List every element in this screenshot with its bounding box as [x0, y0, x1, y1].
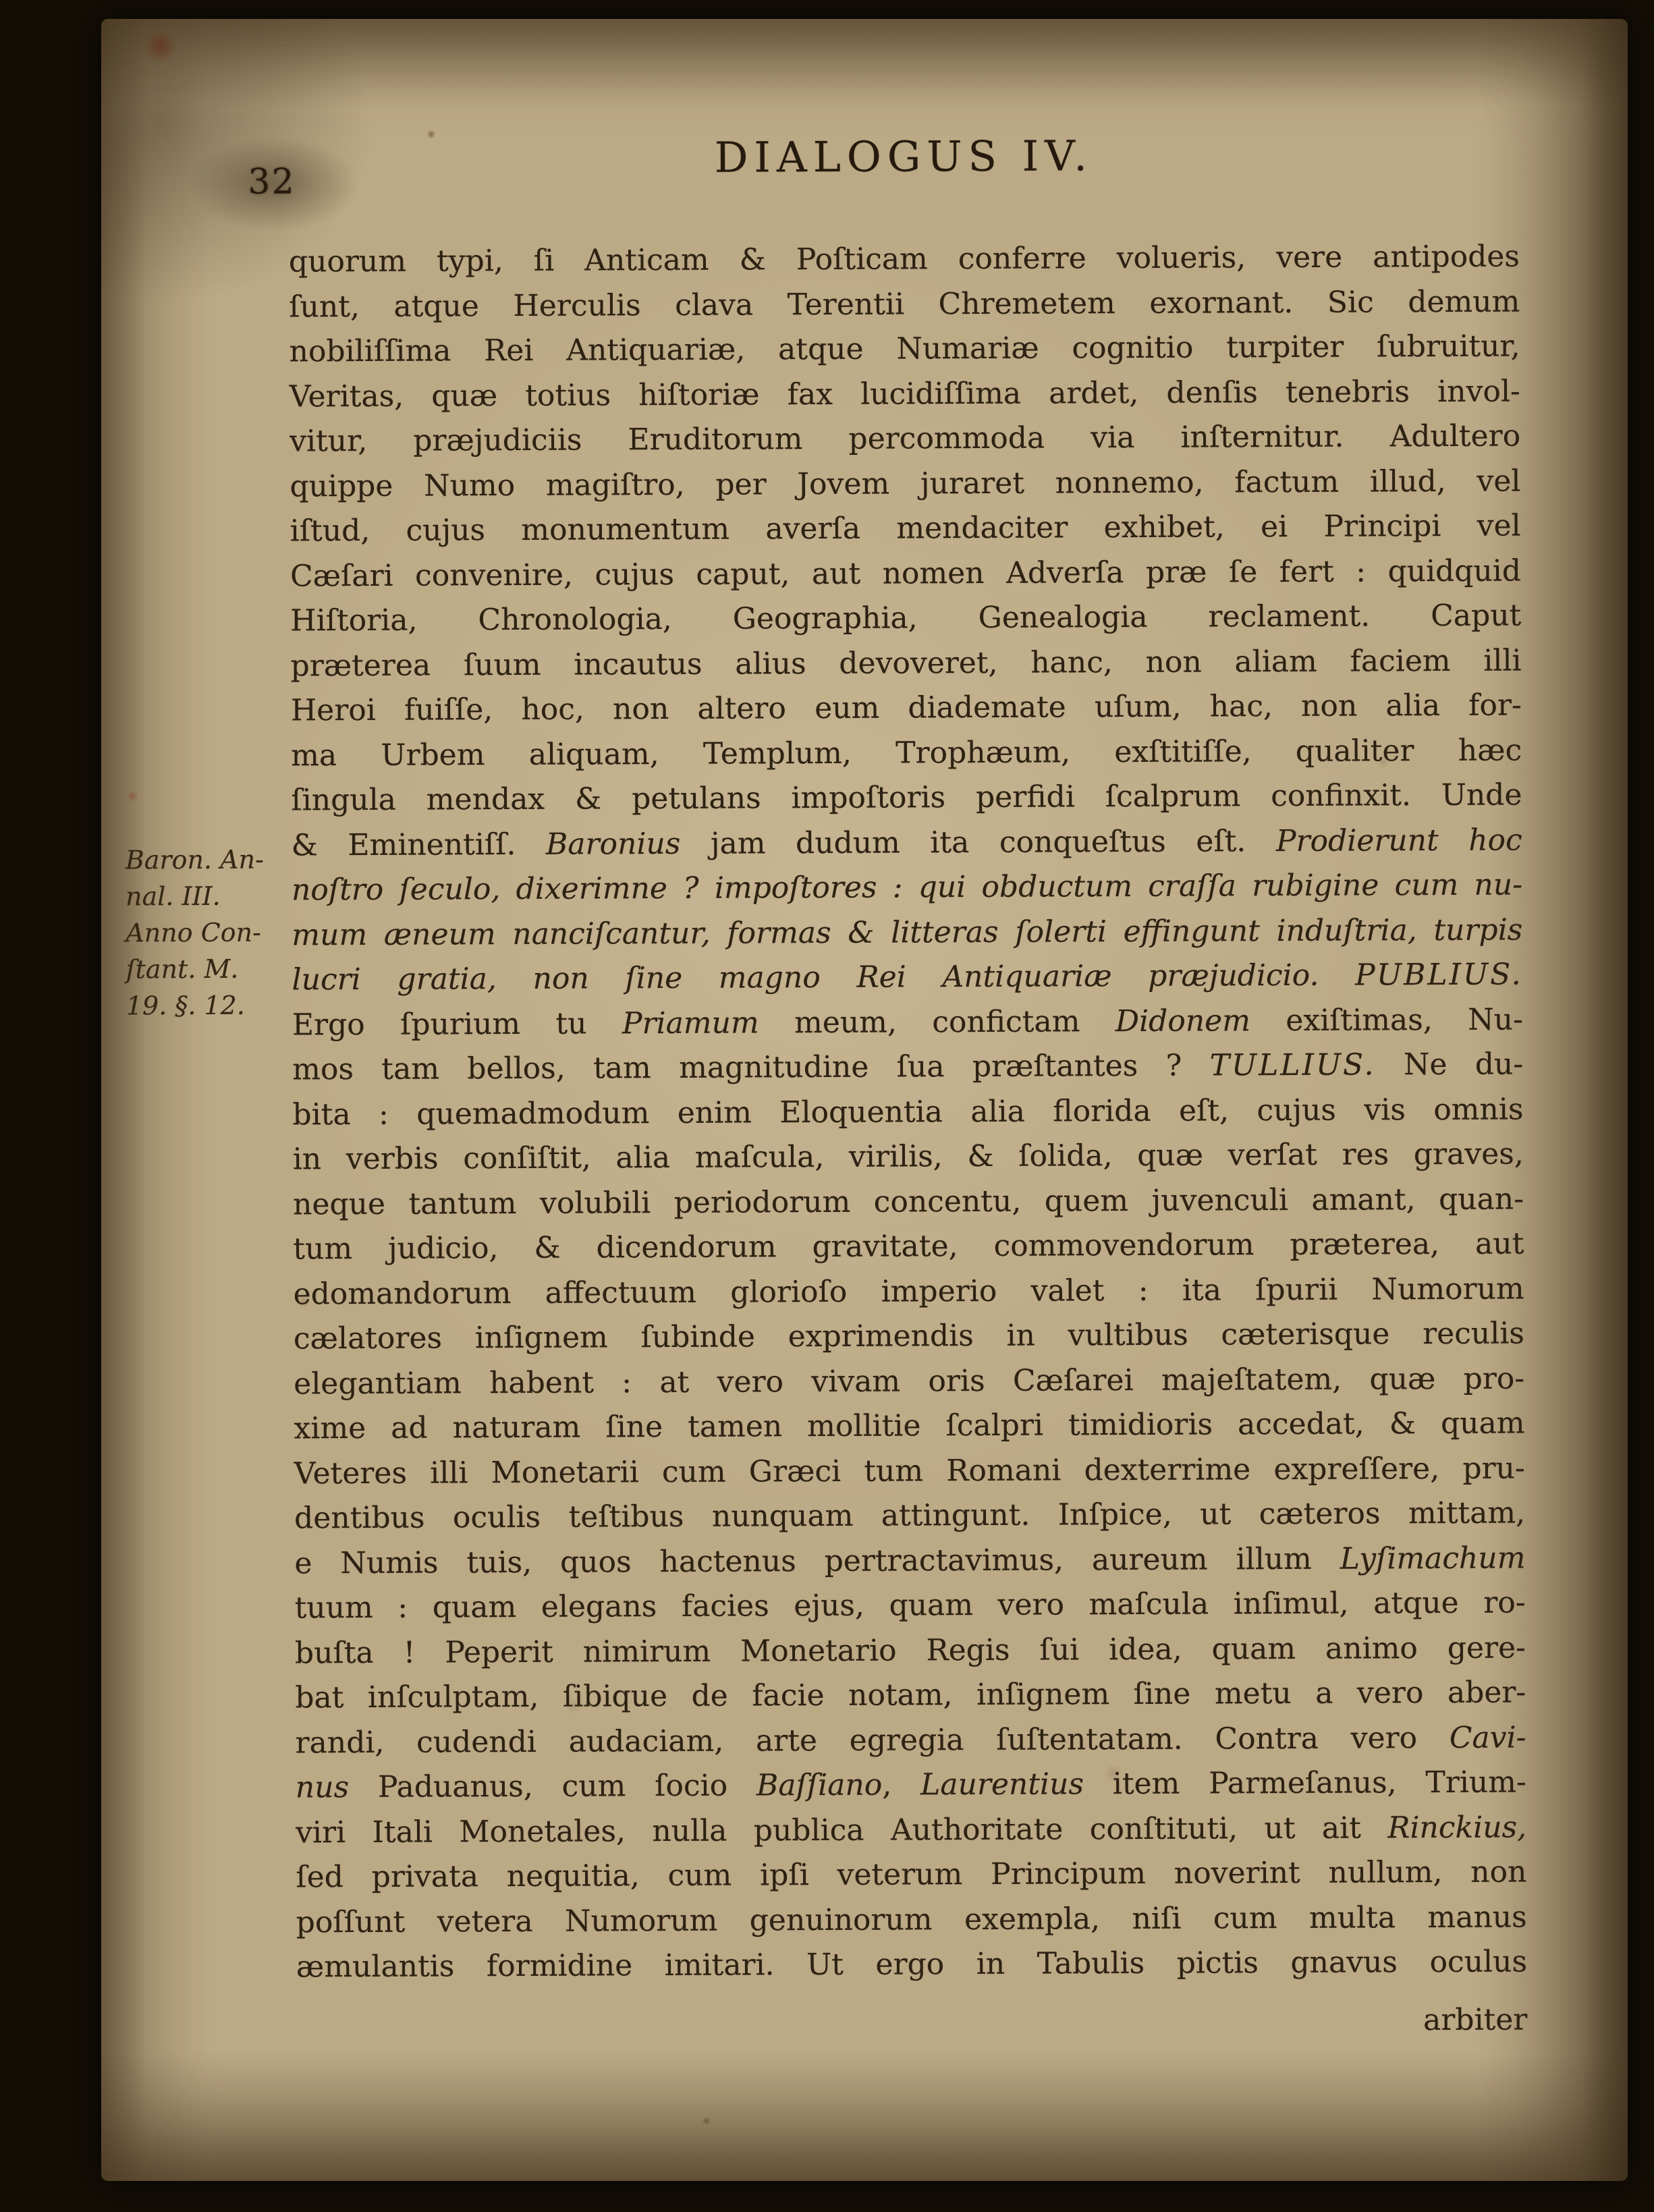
margin-note-line: 19. §. 12. — [126, 990, 245, 1021]
text-segment: & Eminentiſſ. — [291, 827, 547, 862]
text-line — [295, 1715, 1526, 1765]
text-segment: tuum : quam elegans facies ejus, quam vero maſcula inſimul, atque ro- — [294, 1585, 1526, 1626]
text-segment: e Numis tuis, quos hactenus pertractavimus, aureum illum — [294, 1541, 1340, 1580]
text-line — [291, 728, 1522, 778]
text-line — [296, 1850, 1526, 1900]
margin-note-line: ſtant. M. — [126, 953, 239, 985]
text-line — [292, 863, 1522, 913]
text-segment: nobiliſſima Rei Antiquariæ, atque Numariæ cognitio turpiter ſubruitur, — [289, 329, 1520, 369]
text-line — [289, 235, 1520, 285]
margin-note-line: nal. III. — [125, 881, 221, 912]
text-line — [290, 504, 1521, 554]
text-segment: item Parmeſanus, Trium- — [1083, 1765, 1526, 1802]
text-line — [292, 997, 1523, 1047]
running-header: DIALOGUS IV. — [714, 131, 1093, 182]
text-line — [294, 1267, 1524, 1317]
body-text — [289, 235, 1527, 1990]
text-segment: ſingula mendax & petulans impoſtoris perfidi ſcalprum confinxit. Unde — [291, 777, 1522, 818]
text-segment: æmulantis formidine imitari. Ut ergo in Tabulis pictis gnavus oculus — [296, 1944, 1528, 1985]
text-line — [294, 1536, 1525, 1586]
text-segment: edomandorum affectuum glorioſo imperio valet : ita ſpurii Numorum — [293, 1271, 1524, 1311]
text-line — [295, 1580, 1526, 1630]
page-number: 32 — [248, 161, 296, 202]
text-segment: jam dudum ita conqueſtus eſt. — [680, 823, 1277, 861]
text-line — [292, 1043, 1523, 1093]
text-segment: buſta ! Peperit nimirum Monetario Regis ſui idea, quam animo gere- — [294, 1630, 1526, 1670]
text-segment: xime ad naturam ſine tamen mollitie ſcalpri timidioris accedat, & quam — [294, 1406, 1525, 1446]
text-line — [296, 1895, 1527, 1945]
text-segment: Heroi fuiſſe, hoc, non altero eum diademate uſum, hac, non alia for- — [290, 688, 1522, 728]
text-segment: Cavi- — [1449, 1719, 1526, 1755]
text-segment: tum judicio, & dicendorum gravitate, commovendorum præterea, aut — [293, 1226, 1524, 1267]
text-line — [291, 773, 1522, 823]
text-segment: noſtro ſeculo, dixerimne ? impoſtores : qui obductum craſſa rubigine cum nu- — [291, 867, 1523, 908]
text-segment: Priamum — [622, 1005, 759, 1041]
text-segment: , — [882, 1767, 921, 1802]
text-line — [296, 1805, 1526, 1855]
text-line — [289, 325, 1520, 375]
text-segment: lucri gratia, non ſine magno Rei Antiquariæ præjudicio. — [292, 958, 1356, 997]
text-segment: Veteres illi Monetarii cum Græci tum Romani dexterrime expreſſere, pru- — [294, 1450, 1525, 1491]
text-segment: dentibus oculis teſtibus nunquam attingunt. Inſpice, ut cæteros mittam, — [294, 1495, 1526, 1536]
text-segment: ſed privata nequitia, cum ipſi veterum Principum noverint nullum, non — [296, 1854, 1527, 1895]
text-line — [289, 279, 1520, 329]
text-segment: Didonem — [1115, 1003, 1250, 1039]
text-segment: bat inſculptam, ſibique de facie notam, inſignem ſine metu a vero aber- — [295, 1675, 1526, 1715]
text-line — [290, 594, 1521, 644]
text-segment: PUBLIUS. — [1354, 957, 1523, 993]
text-line — [290, 549, 1521, 599]
text-segment: ma Urbem aliquam, Templum, Trophæum, exſtitiſſe, qualiter hæc — [291, 733, 1522, 773]
text-segment: nus — [295, 1770, 350, 1805]
text-line — [292, 818, 1522, 868]
text-segment: mos tam bellos, tam magnitudine ſua præſtantes ? — [292, 1048, 1210, 1087]
text-line — [292, 1087, 1523, 1137]
text-segment: Prodierunt hoc — [1275, 823, 1522, 858]
text-segment: TULLIUS. — [1209, 1047, 1376, 1083]
text-line — [296, 1939, 1527, 1989]
text-line — [295, 1670, 1526, 1720]
text-segment: bita : quemadmodum enim Eloquentia alia florida eſt, cujus vis omnis — [292, 1092, 1524, 1132]
catchword: arbiter — [1423, 2002, 1528, 2038]
text-segment: neque tantum volubili periodorum concentu, quem juvenculi amant, quan- — [292, 1181, 1524, 1221]
text-segment: in verbis conſiſtit, alia maſcula, virilis, & ſolida, quæ verſat res graves, — [292, 1136, 1524, 1177]
text-segment: Lyſimachum — [1340, 1540, 1526, 1576]
text-segment: Laurentius — [920, 1767, 1084, 1802]
text-line — [290, 638, 1521, 688]
text-segment: iſtud, cujus monumentum averſa mendaciter exhibet, ei Principi vel — [290, 508, 1521, 549]
text-segment: Veritas, quæ totius hiſtoriæ fax lucidiſſima ardet, denſis tenebris invol- — [289, 374, 1520, 414]
text-line — [290, 369, 1520, 419]
text-segment: præterea ſuum incautus alius devoveret, hanc, non aliam faciem illi — [290, 643, 1522, 683]
text-line — [294, 1491, 1525, 1541]
text-segment: vitur, præjudiciis Eruditorum percommoda via inſternitur. Adultero — [290, 418, 1521, 459]
text-segment: meum, confictam — [759, 1003, 1115, 1040]
text-segment: cælatores inſignem ſubinde exprimendis in vultibus cæterisque reculis — [293, 1316, 1525, 1356]
text-line — [290, 414, 1520, 464]
text-segment: Paduanus, cum ſocio — [348, 1768, 757, 1805]
text-line — [294, 1401, 1524, 1451]
text-line — [291, 684, 1522, 734]
text-line — [294, 1311, 1524, 1361]
text-segment: Rinckius, — [1387, 1809, 1527, 1845]
text-line — [293, 1132, 1524, 1182]
text-line — [292, 953, 1522, 1003]
text-line — [292, 908, 1522, 958]
text-segment: ſunt, atque Herculis clava Terentii Chremetem exornant. Sic demum — [289, 284, 1520, 324]
text-segment: quorum typi, ſi Anticam & Poſticam conferre volueris, vere antipodes — [288, 239, 1520, 279]
text-line — [293, 1221, 1524, 1271]
text-line — [296, 1760, 1526, 1810]
text-line — [294, 1446, 1525, 1496]
text-line — [290, 459, 1520, 509]
text-segment: Ergo ſpurium tu — [292, 1005, 623, 1042]
text-segment: Baronius — [545, 826, 681, 862]
text-segment: elegantiam habent : at vero vivam oris Cæſarei majeſtatem, quæ pro- — [294, 1360, 1525, 1401]
text-segment: Ne du- — [1375, 1047, 1524, 1082]
text-line — [293, 1177, 1524, 1227]
text-line — [294, 1356, 1524, 1406]
margin-note — [126, 841, 292, 1024]
text-segment: viri Itali Monetales, nulla publica Authoritate conſtituti, ut ait — [296, 1810, 1388, 1850]
text-segment: Cæſari convenire, cujus caput, aut nomen Adverſa præ ſe fert : quidquid — [290, 553, 1522, 593]
margin-note-line: Anno Con- — [126, 917, 262, 948]
text-segment: Baſſiano — [756, 1767, 883, 1803]
text-segment: mum æneum nanciſcantur, formas & litteras ſolerti effingunt induſtria, turpis — [292, 912, 1523, 952]
text-segment: randi, cudendi audaciam, arte egregia ſuſtentatam. Contra vero — [295, 1720, 1450, 1760]
text-line — [295, 1626, 1526, 1676]
text-segment: exiſtimas, Nu- — [1250, 1002, 1523, 1038]
text-segment: quippe Numo magiſtro, per Jovem juraret nonnemo, factum illud, vel — [290, 464, 1521, 503]
margin-note-line: Baron. An- — [125, 844, 264, 875]
text-segment: poſſunt vetera Numorum genuinorum exempla, niſi cum multa manus — [296, 1899, 1527, 1939]
text-segment: Hiſtoria, Chronologia, Geographia, Genealogia reclament. Caput — [290, 598, 1522, 638]
